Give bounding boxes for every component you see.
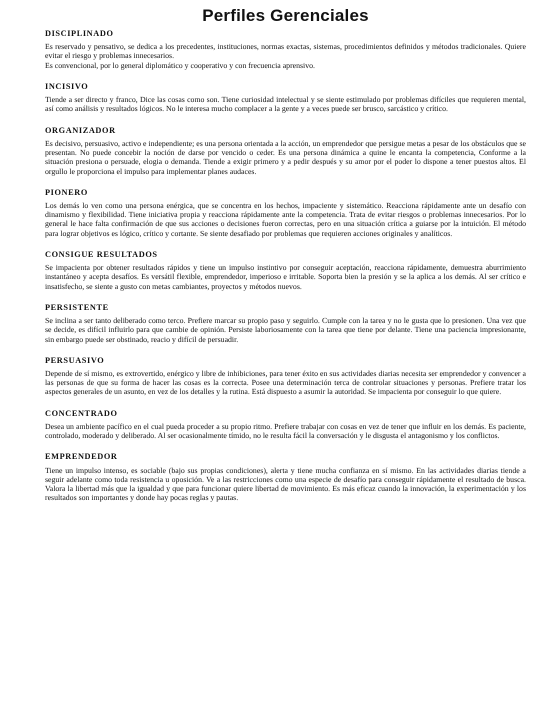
section-organizador bbox=[45, 126, 526, 176]
section-paragraph: Es decisivo, persuasivo, activo e independiente; es una persona orientada a la acción, un emprendedor que persigue metas a pesar de los obstáculos que se presentan. No puede concebir la noción de darse por vencido o ceder. Es una persona dinámica a quine le encanta la competencia, Conforme a la situación presiona o persuade, elogia o demanda. Tiende a exigir primero y a pedir después y su amor por el poder lo dispone a tener puestos altos. El orgullo le proporciona el impulso para implementar planes audaces. bbox=[45, 138, 526, 176]
section-paragraph: Se inclina a ser tanto deliberado como terco. Prefiere marcar su propio paso y seguirlo. Cumple con la tarea y no le gusta que lo presionen. Una vez que se decide, es difícil influirlo para que cambie de opinión. Persiste laboriosamente con la tarea que tiene por delante. Tiene una paciencia impresionante, sin embargo puede ser obstinado, reacio y difícil de persuadir. bbox=[45, 316, 526, 344]
section-consigue-resultados bbox=[45, 250, 526, 291]
section-paragraph: Es convencional, por lo general diplomático y cooperativo y con frecuencia aprensivo. bbox=[45, 60, 315, 70]
section-paragraph: Tiende a ser directo y franco, Dice las cosas como son. Tiene curiosidad intelectual y se siente estimulado por problemas difíciles que requieren mental, así como análisis y resultados lógicos. No le interesa mucho complacer a la gente y a veces puede ser brusco, sarcástico y crítico. bbox=[45, 95, 526, 114]
section-heading: DISCIPLINADO bbox=[45, 29, 114, 38]
section-disciplinado bbox=[45, 29, 526, 70]
section-heading: CONCENTRADO bbox=[45, 408, 118, 418]
section-paragraph: Se impacienta por obtener resultados rápidos y tiene un impulso instintivo por conseguir aceptación, reacciona rápidamente, demuestra aburrimiento instantáneo y acepta desafíos. Es versátil flexible, emprendedor, imperioso e irritable. Soporta bien la presión y se la aplica a los demás. Al ser crítico e insatisfecho, se siente a gusto con metas cambiantes, proyectos y métodos nuevos. bbox=[45, 263, 526, 291]
section-heading: PERSUASIVO bbox=[45, 355, 105, 365]
section-pionero bbox=[45, 188, 526, 238]
section-concentrado bbox=[45, 409, 526, 441]
section-paragraph: Desea un ambiente pacífico en el cual pueda proceder a su propio ritmo. Prefiere trabajar con cosas en vez de tener que influir en los demás. Es paciente, controlado, moderado y deliberado. Al ser ocasionalmente tímido, no le resulta fácil la conversación y le disgusta el antagonismo y los conflictos. bbox=[45, 421, 526, 441]
section-incisivo bbox=[45, 82, 526, 114]
section-heading: PERSISTENTE bbox=[45, 302, 109, 312]
section-heading: ORGANIZADOR bbox=[45, 125, 116, 135]
section-persuasivo bbox=[45, 356, 526, 397]
section-persistente bbox=[45, 303, 526, 344]
section-heading: INCISIVO bbox=[45, 81, 89, 91]
section-heading: CONSIGUE RESULTADOS bbox=[45, 249, 158, 259]
section-paragraph: Los demás lo ven como una persona enérgica, que se concentra en los hechos, impaciente y sistemático. Reacciona rápidamente ante un desafío con dinamismo y flexibilidad. Tiene iniciativa propia y reacciona rápidamente ante la competencia. Trata de evitar riesgos o problemas innecesarios. Por lo general le hace falta confirmación de que sus acciones o decisiones fueron correctas, pero en una situación crítica a guiarse por la intuición. El método para lograr objetivos es lógico, crítico y cortante. Se siente desafiado por problemas que requieren acciones originales y analíticos. bbox=[45, 200, 526, 238]
section-paragraph: Es reservado y pensativo, se dedica a los precedentes, instituciones, normas exactas, sistemas, procedimientos definidos y métodos tradicionales. Quiere evitar el riesgo y problemas innecesarios. bbox=[45, 42, 526, 61]
section-paragraph: Tiene un impulso intenso, es sociable (bajo sus propias condiciones), alerta y tiene mucha confianza en sí mismo. En las actividades diarias tiende a seguir adelante como toda resistencia u oposición. Ve a las restricciones como una especie de desafío para conseguir rápidamente el resultado de busca. Valora la libertad más que la igualdad y que para funcionar quiere libertad de movimiento. Es más eficaz cuando la innovación, la experimentación y los resultados son importantes y donde hay pocas reglas y pautas. bbox=[45, 465, 526, 503]
section-heading: EMPRENDEDOR bbox=[45, 452, 118, 462]
section-paragraph: Depende de sí mismo, es extrovertido, enérgico y libre de inhibiciones, para tener éxito en sus actividades diarias necesita ser emprendedor y convencer a las personas de que su forma de hacer las cosas es la correcta. Posee una determinación terca de controlar situaciones y personas. Prefiere tratar los aspectos generales de un asunto, en vez de los detalles y la rutina. Está dispuesto a asumir la autoridad. Se impacienta por conseguir lo que quiere. bbox=[45, 368, 526, 397]
page-title: Perfiles Gerenciales bbox=[202, 6, 369, 25]
section-heading: PIONERO bbox=[45, 187, 88, 197]
section-emprendedor bbox=[45, 452, 526, 502]
